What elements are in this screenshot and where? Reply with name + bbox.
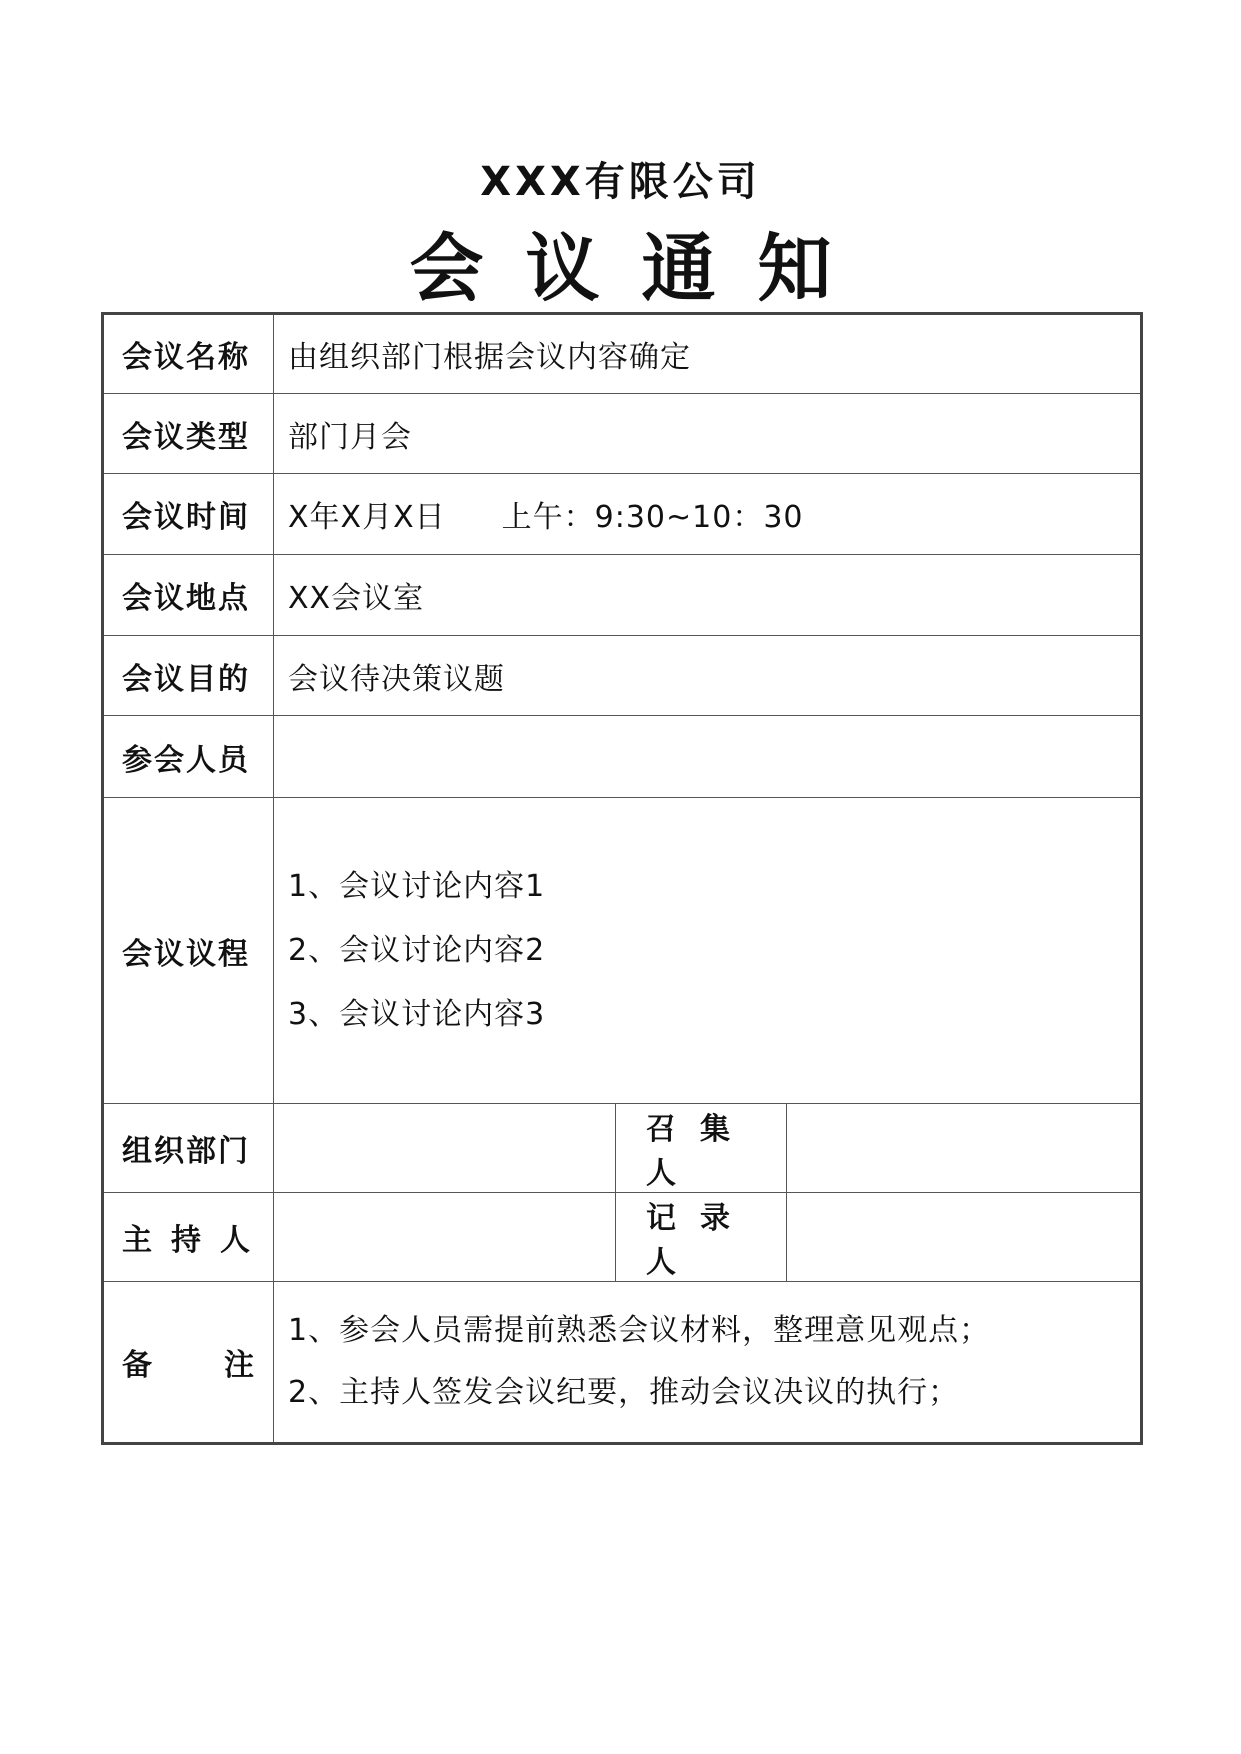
host-value[interactable]: [274, 1193, 616, 1282]
attendees-label: 参会人员: [103, 716, 274, 798]
agenda-item: 1、会议讨论内容1: [288, 868, 546, 904]
document-title: 会议通知: [409, 226, 874, 312]
meeting-name-value[interactable]: 由组织部门根据会议内容确定: [274, 314, 1142, 394]
remarks-label-right: 注: [224, 1348, 254, 1383]
agenda-value[interactable]: [274, 798, 1142, 1104]
remark-item: 1、参会人员需提前熟悉会议材料，整理意见观点；: [288, 1313, 991, 1348]
organizer-dept-label: 组织部门: [103, 1104, 274, 1193]
meeting-name-label: 会议名称: [103, 314, 274, 394]
meeting-time-label: 会议时间: [103, 474, 274, 555]
organizer-dept-value[interactable]: [274, 1104, 616, 1193]
meeting-date: X年X月X日: [288, 500, 446, 535]
agenda-item: 3、会议讨论内容3: [288, 996, 546, 1032]
row-meeting-name: [103, 314, 1142, 394]
attendees-value[interactable]: [274, 716, 1142, 798]
meeting-purpose-value[interactable]: 会议待决策议题: [274, 636, 1142, 716]
remarks-label: [103, 1282, 274, 1444]
meeting-place-value[interactable]: XX会议室: [274, 555, 1142, 636]
row-meeting-type: [103, 394, 1142, 474]
remarks-value[interactable]: [274, 1282, 1142, 1444]
remarks-label-left: 备: [122, 1348, 152, 1383]
row-remarks: [103, 1282, 1142, 1444]
recorder-value[interactable]: [787, 1193, 1142, 1282]
convener-label: 召集人: [616, 1104, 787, 1193]
meeting-time-range: 上午：9:30~10：30: [501, 500, 804, 535]
row-meeting-place: [103, 555, 1142, 636]
row-meeting-time: [103, 474, 1142, 555]
meeting-place-label: 会议地点: [103, 555, 274, 636]
row-organizer: [103, 1104, 1142, 1193]
row-attendees: [103, 716, 1142, 798]
row-host: [103, 1193, 1142, 1282]
meeting-purpose-label: 会议目的: [103, 636, 274, 716]
remark-item: 2、主持人签发会议纪要，推动会议决议的执行；: [288, 1375, 960, 1410]
recorder-label: 记录人: [616, 1193, 787, 1282]
convener-value[interactable]: [787, 1104, 1142, 1193]
meeting-type-label: 会议类型: [103, 394, 274, 474]
host-label: 主持人: [103, 1193, 274, 1282]
row-meeting-purpose: [103, 636, 1142, 716]
meeting-type-value[interactable]: 部门月会: [274, 394, 1142, 474]
company-name: XXX有限公司: [480, 159, 761, 205]
row-agenda: [103, 798, 1142, 1104]
meeting-time-value[interactable]: [274, 474, 1142, 555]
agenda-item: 2、会议讨论内容2: [288, 932, 546, 968]
meeting-notice-table: [101, 312, 1143, 1445]
agenda-label: 会议议程: [103, 798, 274, 1104]
